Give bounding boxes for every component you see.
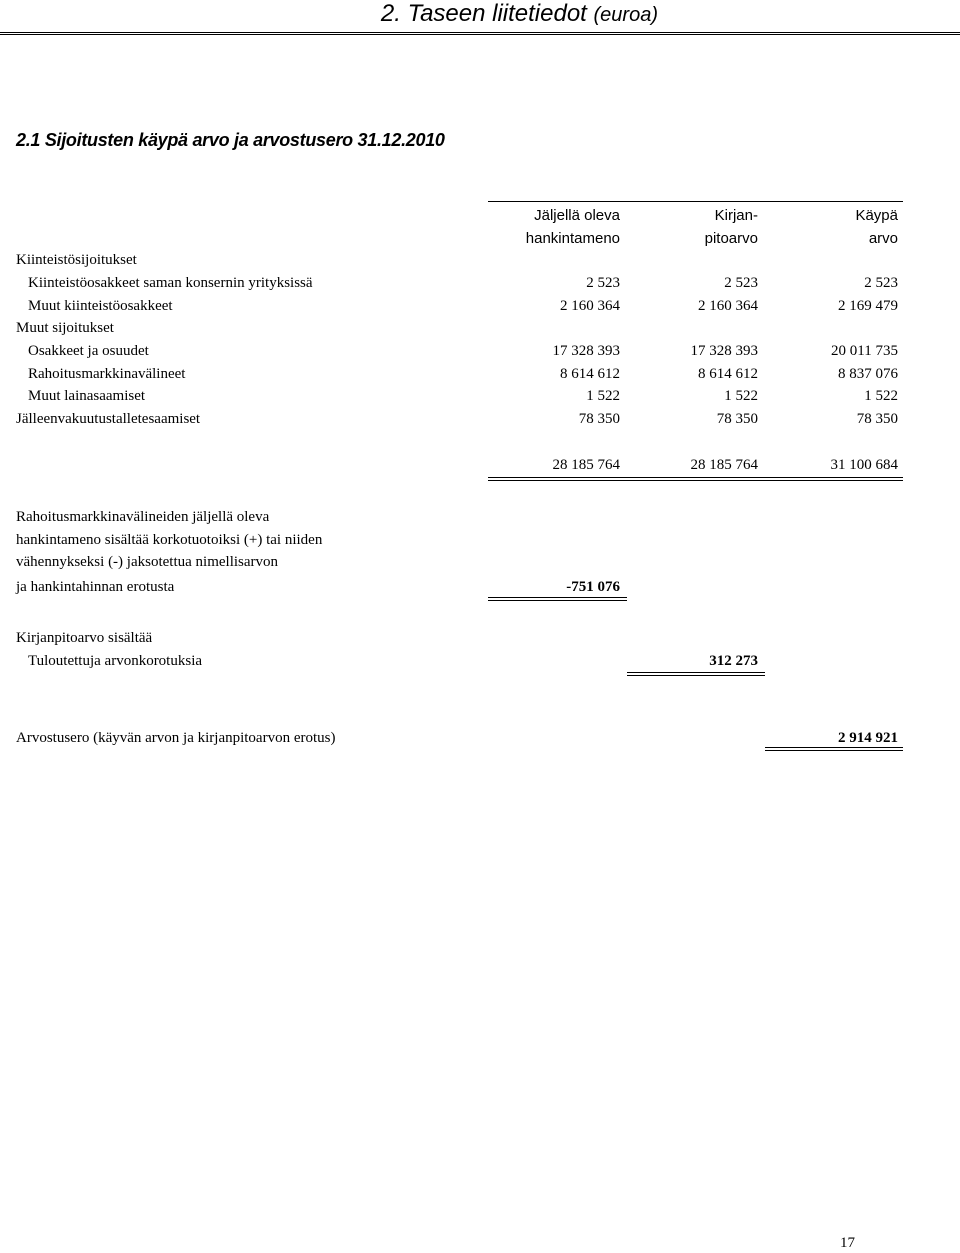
column-header-line: Käypä [855,207,898,224]
table-row [0,363,960,386]
cell-book-value: 78 350 [716,411,758,427]
cell-fair-value: 1 522 [864,388,898,404]
title-divider [0,32,960,35]
total-acquisition: 28 185 764 [552,457,620,473]
book-value-row [0,650,960,673]
total-book-value: 28 185 764 [690,457,758,473]
row-label: Muut sijoitukset [16,320,114,336]
row-label: Arvostusero (käyvän arvon ja kirjanpitoarvon erotus) [16,730,336,746]
valuation-difference-amount: 2 914 921 [838,730,898,746]
row-label: Kiinteistöosakkeet saman konsernin yrityksissä [28,275,313,291]
book-value-amount: 312 273 [709,653,758,669]
cell-fair-value: 8 837 076 [838,366,898,382]
column-header-line: arvo [868,230,898,247]
note-line: vähennykseksi (-) jaksotettua nimellisarvon [16,554,279,570]
page-title [381,0,658,29]
cell-book-value: 2 160 364 [698,298,758,314]
totals-row [0,454,960,477]
table-row [0,317,960,340]
cell-book-value: 2 523 [724,275,758,291]
book-value-double-underline [627,672,765,676]
cell-book-value: 8 614 612 [698,366,758,382]
table-row [0,272,960,295]
table-row [0,295,960,318]
cell-fair-value: 2 169 479 [838,298,898,314]
row-label: Rahoitusmarkkinavälineet [28,366,186,382]
totals-double-underline [488,477,903,481]
column-header-book-value [705,204,758,250]
table-row [0,340,960,363]
cell-fair-value: 2 523 [864,275,898,291]
section-title: 2.1 Sijoitusten käypä arvo ja arvostusero 31.12.2010 [16,130,445,150]
column-header-line: pitoarvo [704,230,758,247]
note-line: hankintameno sisältää korkotuotoiksi (+) tai niiden [16,532,323,548]
row-label: Tuloutettuja arvonkorotuksia [28,653,203,669]
note-line: ja hankintahinnan erotusta [16,579,175,595]
table-row [0,385,960,408]
book-value-heading: Kirjanpitoarvo sisältää [16,630,153,646]
cell-fair-value: 20 011 735 [831,343,898,359]
cell-book-value: 1 522 [724,388,758,404]
page-title-main: 2. Taseen liitetiedot [380,0,587,27]
column-header-fair-value [855,204,898,250]
row-label: Kiinteistösijoitukset [16,252,137,268]
table-row [0,408,960,431]
table-row [0,249,960,272]
total-fair-value: 31 100 684 [830,457,898,473]
note-value-row [0,576,960,599]
column-header-acquisition [526,204,620,250]
cell-acquisition: 2 523 [586,275,620,291]
cell-acquisition: 1 522 [586,388,620,404]
note-line: Rahoitusmarkkinavälineiden jäljellä oleva [16,509,270,525]
cell-acquisition: 8 614 612 [560,366,620,382]
row-label: Jälleenvakuutustalletesaamiset [16,411,201,427]
cell-acquisition: 2 160 364 [560,298,620,314]
page-title-unit: (euroa) [593,4,658,26]
column-header-line: Kirjan- [714,207,758,224]
column-header-line: hankintameno [525,230,620,247]
cell-fair-value: 78 350 [856,411,898,427]
cell-acquisition: 17 328 393 [552,343,620,359]
row-label: Osakkeet ja osuudet [28,343,149,359]
note-rate-double-underline [488,597,627,601]
valuation-double-underline [765,747,903,751]
table-header-rule [488,201,903,202]
page-number: 17 [840,1235,855,1251]
row-label: Muut lainasaamiset [28,388,146,404]
row-label: Muut kiinteistöosakkeet [28,298,173,314]
cell-acquisition: 78 350 [578,411,620,427]
note-rate-value: -751 076 [566,579,620,595]
cell-book-value: 17 328 393 [690,343,758,359]
column-header-line: Jäljellä oleva [534,207,620,224]
